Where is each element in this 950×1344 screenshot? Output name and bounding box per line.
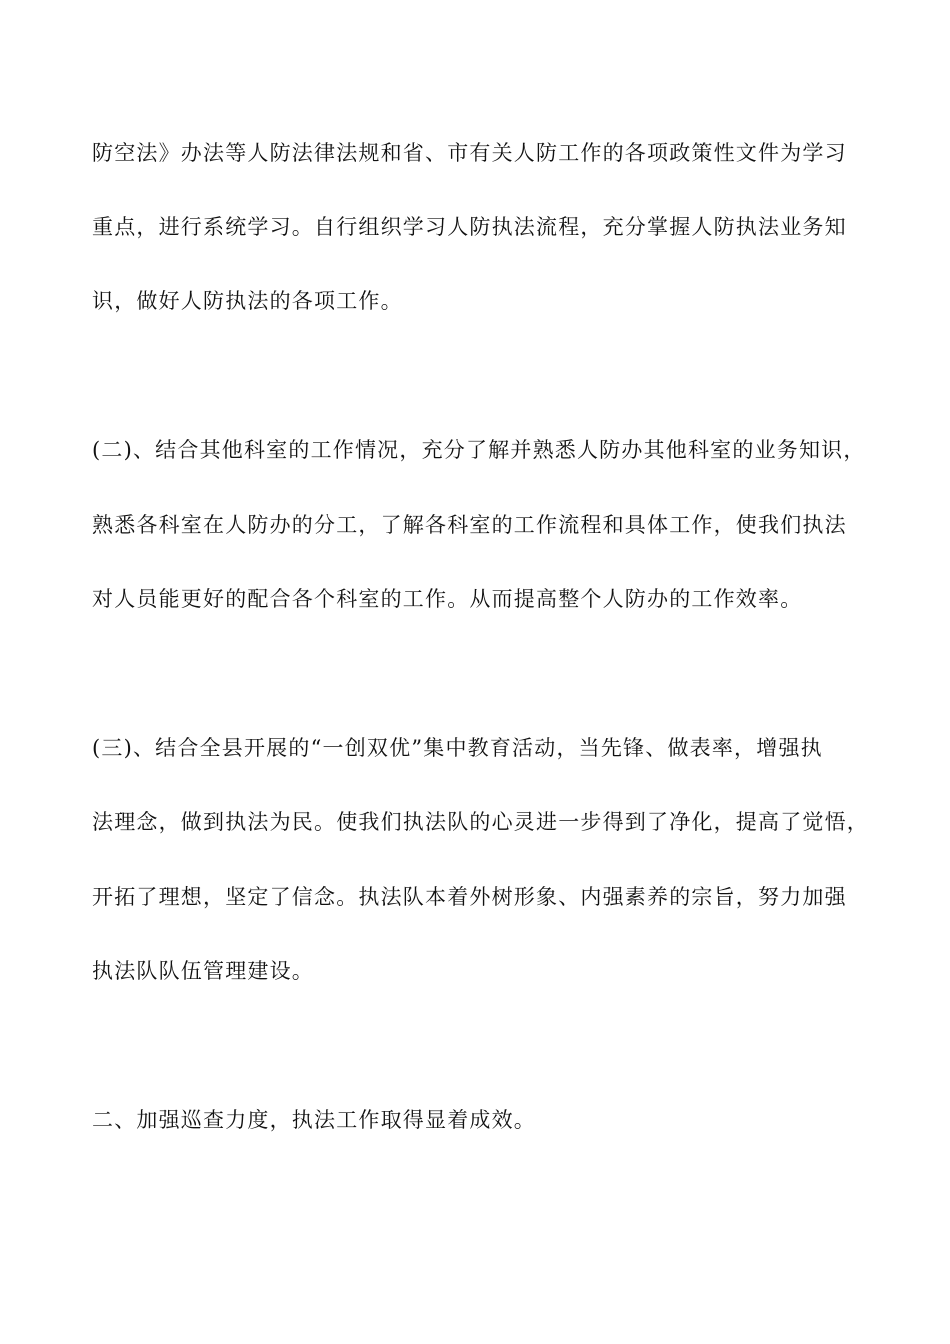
- paragraph-3-line-2: 法理念，做到执法为民。使我们执法队的心灵进一步得到了净化，提高了觉悟，: [92, 810, 869, 834]
- paragraph-3-line-3: 开拓了理想，坚定了信念。执法队本着外树形象、内强素养的宗旨，努力加强: [92, 885, 847, 909]
- paragraph-2-line-2: 熟悉各科室在人防办的分工，了解各科室的工作流程和具体工作，使我们执法: [92, 513, 847, 537]
- paragraph-1-line-3: 识，做好人防执法的各项工作。: [92, 289, 403, 313]
- paragraph-3-line-1: (三)、结合全县开展的“一创双优”集中教育活动，当先锋、做表率，增强执: [92, 736, 823, 760]
- paragraph-2-line-1: (二)、结合其他科室的工作情况，充分了解并熟悉人防办其他科室的业务知识，: [92, 438, 866, 462]
- paragraph-3-line-4: 执法队队伍管理建设。: [92, 959, 314, 983]
- section-heading: 二、加强巡查力度，执法工作取得显着成效。: [92, 1108, 536, 1132]
- paragraph-1-line-2: 重点，进行系统学习。自行组织学习人防执法流程，充分掌握人防执法业务知: [92, 215, 847, 239]
- paragraph-1-line-1: 防空法》办法等人防法律法规和省、市有关人防工作的各项政策性文件为学习: [92, 141, 847, 165]
- paragraph-2-line-3: 对人员能更好的配合各个科室的工作。从而提高整个人防办的工作效率。: [92, 587, 803, 611]
